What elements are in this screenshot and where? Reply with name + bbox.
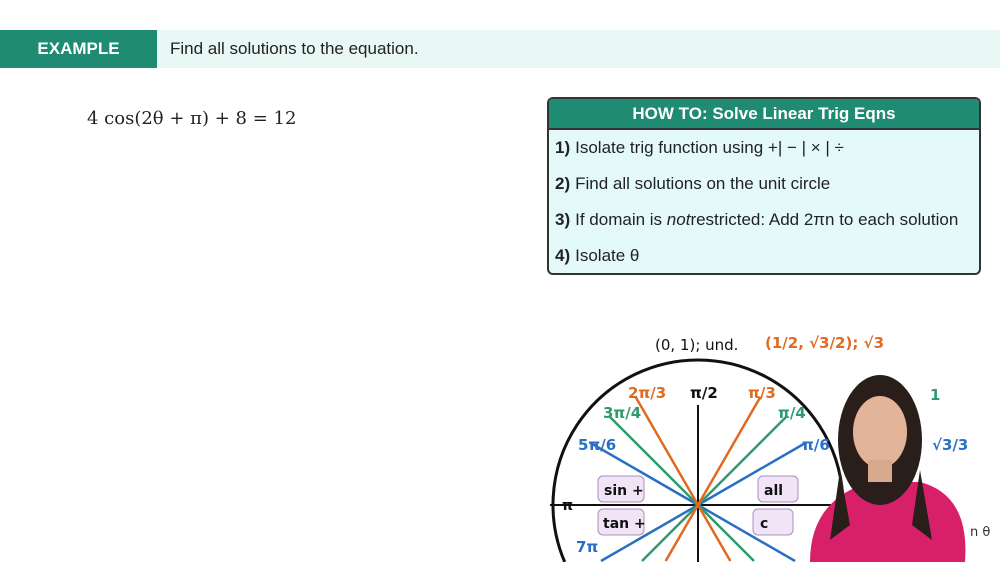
quadrant-label-all: all: [764, 483, 784, 499]
angle-pi4: π/4: [778, 404, 806, 422]
example-prompt: Find all solutions to the equation.: [170, 39, 419, 58]
angle-pi3: π/3: [748, 384, 776, 402]
quadrant-label-cos: c: [760, 516, 769, 532]
angle-7pi: 7π: [576, 538, 599, 556]
unit-circle: [540, 310, 1000, 562]
example-header: [0, 30, 1000, 68]
angle-pi6: π/6: [802, 436, 830, 454]
top-point-label: (0, 1); und.: [655, 336, 739, 354]
step-3: 3) If domain is not restricted: Add 2πn to each solution: [555, 210, 959, 229]
equation: 4 cos(2θ + π) + 8 = 12: [87, 108, 297, 129]
angle-3pi4: 3π/4: [603, 404, 642, 422]
quadrant-label-sin: sin +: [604, 483, 644, 499]
pi3-point-label: (1/2, √3/2); √3: [765, 334, 885, 352]
presenter-video: [810, 375, 965, 562]
one-label: 1: [930, 386, 941, 404]
step-4: 4) Isolate θ: [555, 246, 640, 265]
angle-5pi6: 5π/6: [578, 436, 617, 454]
quadrant-label-tan: tan +: [603, 516, 646, 532]
step-2: 2) Find all solutions on the unit circle: [555, 174, 831, 193]
pi2-label: π/2: [690, 384, 718, 402]
pi-label: π: [562, 498, 574, 514]
tan-label: n θ: [970, 525, 991, 540]
howto-title: HOW TO: Solve Linear Trig Eqns: [549, 99, 979, 130]
example-tag: EXAMPLE: [0, 30, 157, 68]
sqrt3-3-label: √3/3: [932, 436, 969, 454]
howto-box: [547, 97, 981, 275]
angle-2pi3: 2π/3: [628, 384, 667, 402]
step-1: 1) Isolate trig function using +| − | × | ÷: [555, 138, 844, 157]
quadrant-box-4: [753, 509, 793, 535]
